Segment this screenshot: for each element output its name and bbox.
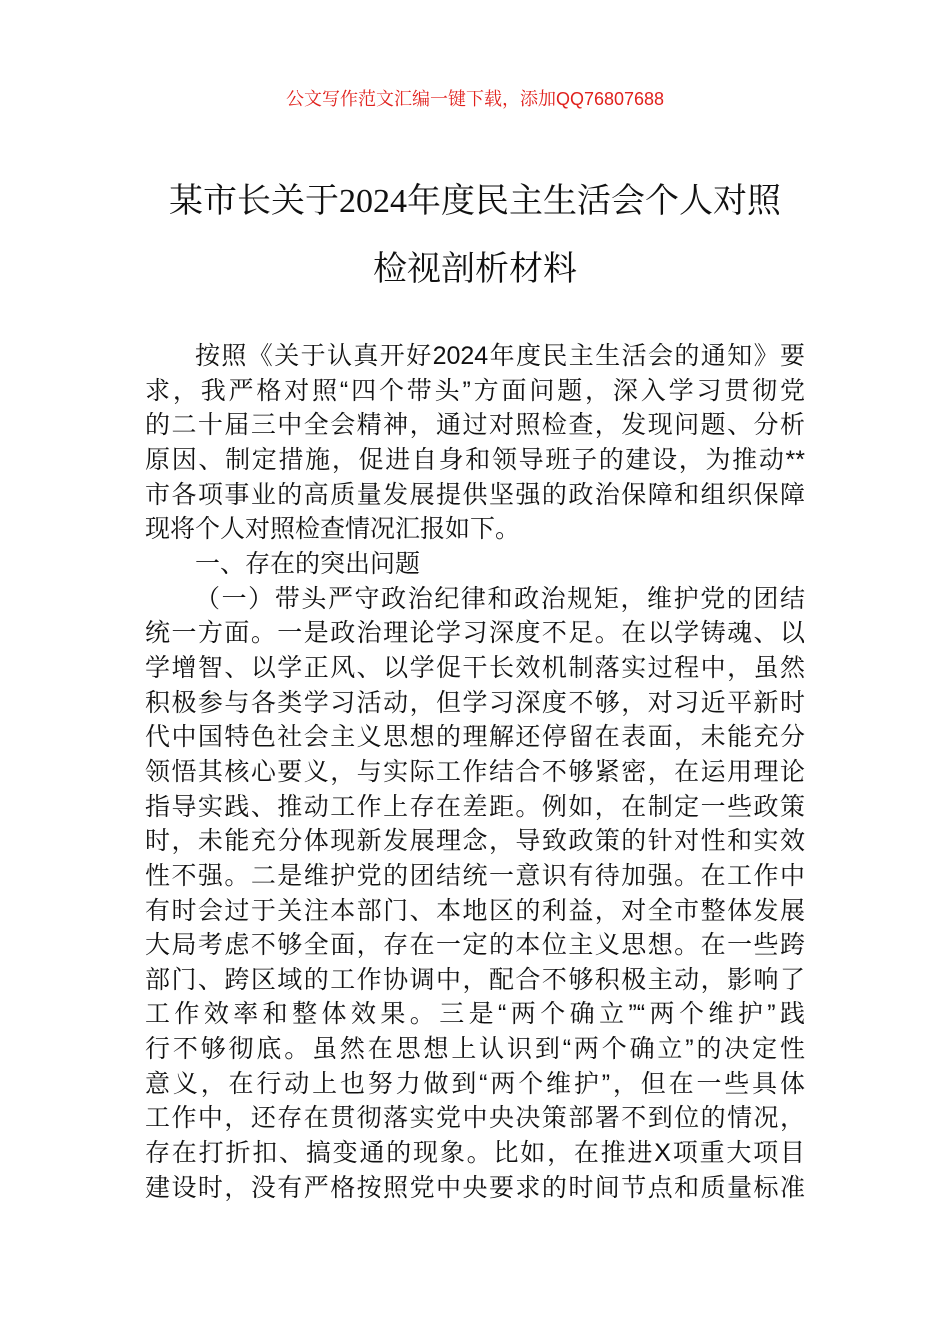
body-text-line: 有时会过于关注本部门、本地区的利益，对全市整体发展	[145, 896, 805, 925]
body-text-line: 部门、跨区域的工作协调中，配合不够积极主动，影响了	[145, 965, 805, 994]
body-text-line: 时，未能充分体现新发展理念，导致政策的针对性和实效	[145, 827, 805, 856]
body-text-line: 学增智、以学正风、以学促干长效机制落实过程中，虽然	[145, 653, 805, 682]
document-title-line-2: 检视剖析材料	[373, 251, 577, 288]
body-text-line: 原因、制定措施，促进自身和领导班子的建设，为推动**	[145, 445, 805, 474]
body-text-line: 大局考虑不够全面，存在一定的本位主义思想。在一些跨	[145, 931, 805, 960]
body-text-line: 建设时，没有严格按照党中央要求的时间节点和质量标准	[145, 1173, 805, 1202]
body-text-line: （一）带头严守政治纪律和政治规矩，维护党的团结	[195, 584, 805, 613]
promo-header: 公文写作范文汇编一键下载，添加QQ76807688	[285, 89, 665, 109]
body-text-line: 按照《关于认真开好2024年度民主生活会的通知》要	[195, 342, 805, 370]
body-text-line: 代中国特色社会主义思想的理解还停留在表面，未能充分	[145, 723, 805, 752]
body-text-line: 性不强。二是维护党的团结统一意识有待加强。在工作中	[145, 861, 805, 890]
body-text-line: 工作效率和整体效果。三是“两个确立”“两个维护”践	[145, 1000, 805, 1029]
body-text-line: 积极参与各类学习活动，但学习深度不够，对习近平新时	[145, 688, 805, 717]
body-text-line: 现将个人对照检查情况汇报如下。	[145, 515, 521, 544]
body-text-line: 意义，在行动上也努力做到“两个维护”，但在一些具体	[145, 1069, 805, 1098]
document-title-line-1: 某市长关于2024年度民主生活会个人对照	[169, 183, 781, 220]
body-text-line: 统一方面。一是政治理论学习深度不足。在以学铸魂、以	[145, 619, 805, 648]
body-text-line: 工作中，还存在贯彻落实党中央决策部署不到位的情况，	[145, 1104, 805, 1133]
body-text-line: 求，我严格对照“四个带头”方面问题，深入学习贯彻党	[145, 376, 805, 405]
section-heading: 一、存在的突出问题	[195, 549, 421, 578]
body-text-line: 领悟其核心要义，与实际工作结合不够紧密，在运用理论	[145, 757, 805, 786]
body-text-line: 的二十届三中全会精神，通过对照检查，发现问题、分析	[145, 411, 805, 440]
body-text-line: 存在打折扣、搞变通的现象。比如，在推进X项重大项目	[145, 1139, 805, 1168]
body-text-line: 市各项事业的高质量发展提供坚强的政治保障和组织保障	[145, 480, 805, 509]
body-text-line: 行不够彻底。虽然在思想上认识到“两个确立”的决定性	[145, 1035, 805, 1064]
body-text-line: 指导实践、推动工作上存在差距。例如，在制定一些政策	[145, 792, 805, 821]
document-body	[145, 339, 805, 1205]
